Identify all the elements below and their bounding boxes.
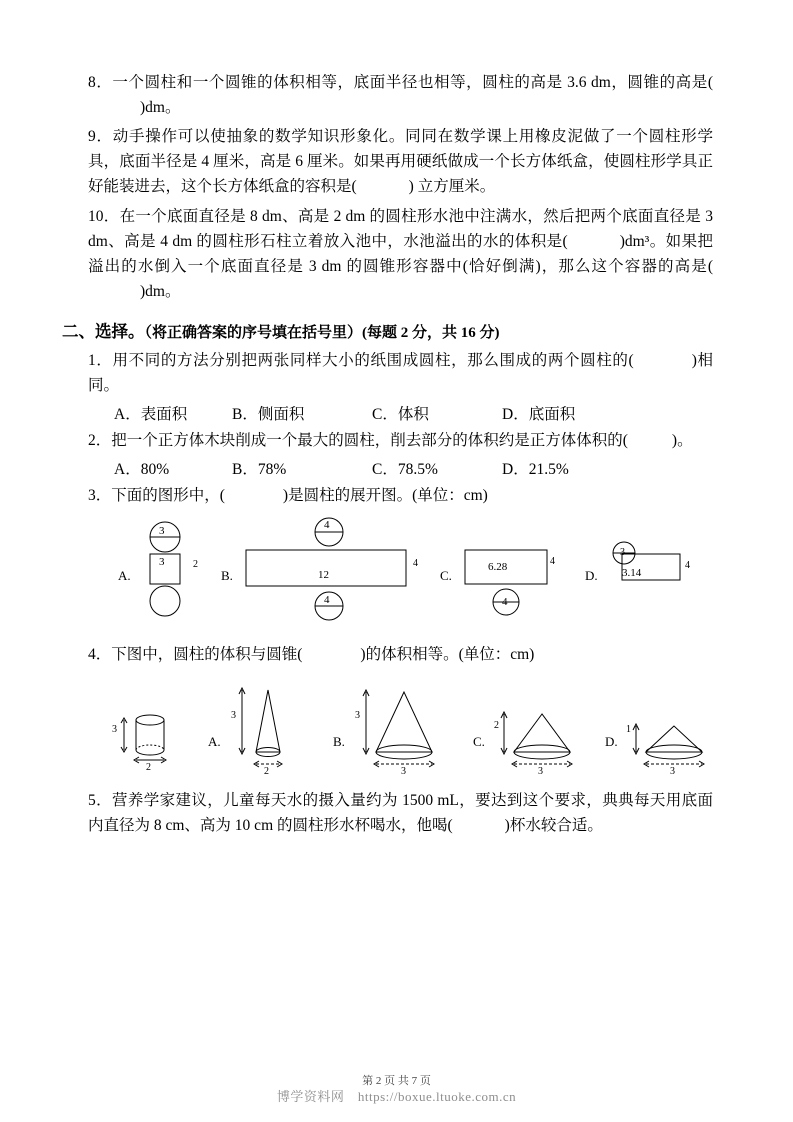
choice-3-figures: [88, 514, 713, 632]
figure-label-b: B.: [221, 568, 233, 584]
page-content: [62, 70, 713, 842]
choice-question-3: [88, 483, 713, 508]
cone-b-height: 3: [355, 709, 360, 721]
question-9-text: 9．动手操作可以使抽象的数学知识形象化。同同在数学课上用橡皮泥做了一个圆柱形学具，底面半径是 4 厘米，高是 6 厘米。如果再用硬纸做成一个长方体纸盒，使圆柱形学具正好能装进去，这个长方体纸盒的容积是(: [88, 128, 713, 196]
section-title-note: （将正确答案的序号填在括号里）(每题 2 分，共 16 分): [144, 324, 500, 341]
question-10-text-c: )dm。: [140, 282, 181, 300]
net-figure-a: [138, 520, 192, 622]
figure-label-c: C.: [440, 568, 452, 584]
question-8: [88, 70, 713, 120]
cone-c-height: 2: [494, 719, 499, 731]
choice-2-text: 2．把一个正方体木块削成一个最大的圆柱，削去部分的体积约是正方体体积的(: [88, 432, 628, 450]
watermark-site-name: 博学资料网: [276, 1089, 345, 1104]
ref-cyl-height: 3: [112, 723, 117, 735]
choice-4-figures: [88, 676, 713, 776]
watermark-url: https://boxue.ltuoke.com.cn: [357, 1089, 517, 1104]
choice-4-text: 4．下图中，圆柱的体积与圆锥(: [88, 646, 303, 664]
option-c[interactable]: C．体积: [372, 406, 429, 424]
section-heading: [62, 318, 713, 342]
cone-figure-c: [492, 702, 592, 772]
reference-cylinder: [110, 698, 172, 766]
cone-figure-b: [352, 680, 452, 772]
watermark: [0, 1086, 793, 1105]
figure-label-a: A.: [118, 568, 131, 584]
figure-d-mid-value: 3.14: [622, 567, 642, 580]
choice-1-tail: )相同。: [88, 351, 713, 395]
figure-b-right-value: 4: [413, 558, 418, 570]
choice-4-tail: )的体积相等。(单位：cm): [360, 646, 535, 664]
figure-a-side-value: 2: [193, 559, 198, 571]
choice-1-options: [114, 402, 713, 424]
choice-3-tail: )是圆柱的展开图。(单位：cm): [282, 487, 488, 505]
choice-5-text: 5．营养学家建议，儿童每天水的摄入量约为 1500 mL，要达到这个要求，典典每天用底面内直径为 8 cm、高为 10 cm 的圆柱形水杯喝水，他喝(: [88, 791, 713, 834]
cone-a-height: 3: [231, 709, 236, 721]
option-a[interactable]: A．80%: [114, 461, 170, 479]
figure-b-bottom-value: 4: [324, 594, 330, 607]
cone-figure-d: [624, 712, 724, 772]
figure-b-mid-value: 12: [318, 569, 329, 582]
question-9: [88, 124, 713, 199]
figure-label-d: D.: [605, 733, 618, 749]
figure-c-circle-value: 4: [502, 596, 508, 609]
net-figure-b: [240, 516, 418, 628]
choice-1-text: 1．用不同的方法分别把两张同样大小的纸围成圆柱，那么围成的两个圆柱的(: [88, 351, 634, 369]
choice-5-tail: )杯水较合适。: [504, 816, 603, 834]
figure-d-right-value: 4: [685, 560, 690, 572]
figure-c-right-value: 4: [550, 556, 555, 568]
figure-c-mid-value: 6.28: [488, 561, 508, 574]
figure-label-c: C.: [473, 733, 485, 749]
question-8-text: 8．一个圆柱和一个圆锥的体积相等，底面半径也相等，圆柱的高是 3.6 dm，圆锥的高是(: [88, 74, 713, 91]
question-9-tail: ) 立方厘米。: [408, 178, 496, 196]
page-number: 第 2 页 共 7 页: [362, 1075, 431, 1087]
section-title-text: 二、选择。: [62, 321, 145, 341]
question-10-text-b: )dm³。如果把溢出的水倒入一个底面直径是 3 dm 的圆锥形容器中(恰好倒满)，那么这个容器的高是(: [88, 232, 713, 275]
figure-label-b: B.: [333, 733, 345, 749]
cone-a-diameter: 2: [264, 765, 269, 777]
choice-question-4: [88, 642, 713, 667]
figure-a-top-value: 3: [159, 525, 165, 538]
option-d[interactable]: D．底面积: [502, 406, 576, 424]
option-a[interactable]: A．表面积: [114, 406, 188, 424]
figure-a-mid-value: 3: [159, 556, 165, 569]
question-10: [88, 204, 713, 304]
cone-b-diameter: 3: [401, 765, 406, 777]
cone-d-diameter: 3: [670, 765, 675, 777]
choice-question-2: [88, 428, 713, 453]
net-figure-c: [459, 534, 563, 616]
choice-question-1: [88, 348, 713, 398]
option-b[interactable]: B．侧面积: [232, 406, 305, 424]
figure-d-top-value: 3: [620, 547, 625, 559]
choice-2-tail: )。: [671, 432, 693, 450]
ref-cyl-diameter: 2: [146, 761, 151, 773]
question-10-text-a: 10．在一个底面直径是 8 dm、高是 2 dm 的圆柱形水池中注满水，然后把两个底面直径是 3 dm、高是 4 dm 的圆柱形石柱立着放入池中，水池溢出的水的体积是(: [88, 207, 713, 250]
option-d[interactable]: D．21.5%: [502, 461, 569, 479]
figure-label-a: A.: [208, 733, 221, 749]
cone-c-diameter: 3: [538, 765, 543, 777]
option-b[interactable]: B．78%: [232, 461, 287, 479]
cone-figure-a: [228, 680, 304, 772]
choice-2-options: [114, 457, 713, 479]
cone-d-height: 1: [626, 723, 631, 735]
figure-label-d: D.: [585, 568, 598, 584]
question-8-tail: )dm。: [140, 99, 181, 117]
choice-question-5: [88, 788, 713, 838]
figure-b-top-value: 4: [324, 519, 330, 532]
choice-3-text: 3．下面的图形中，(: [88, 487, 225, 505]
option-c[interactable]: C．78.5%: [372, 461, 438, 479]
